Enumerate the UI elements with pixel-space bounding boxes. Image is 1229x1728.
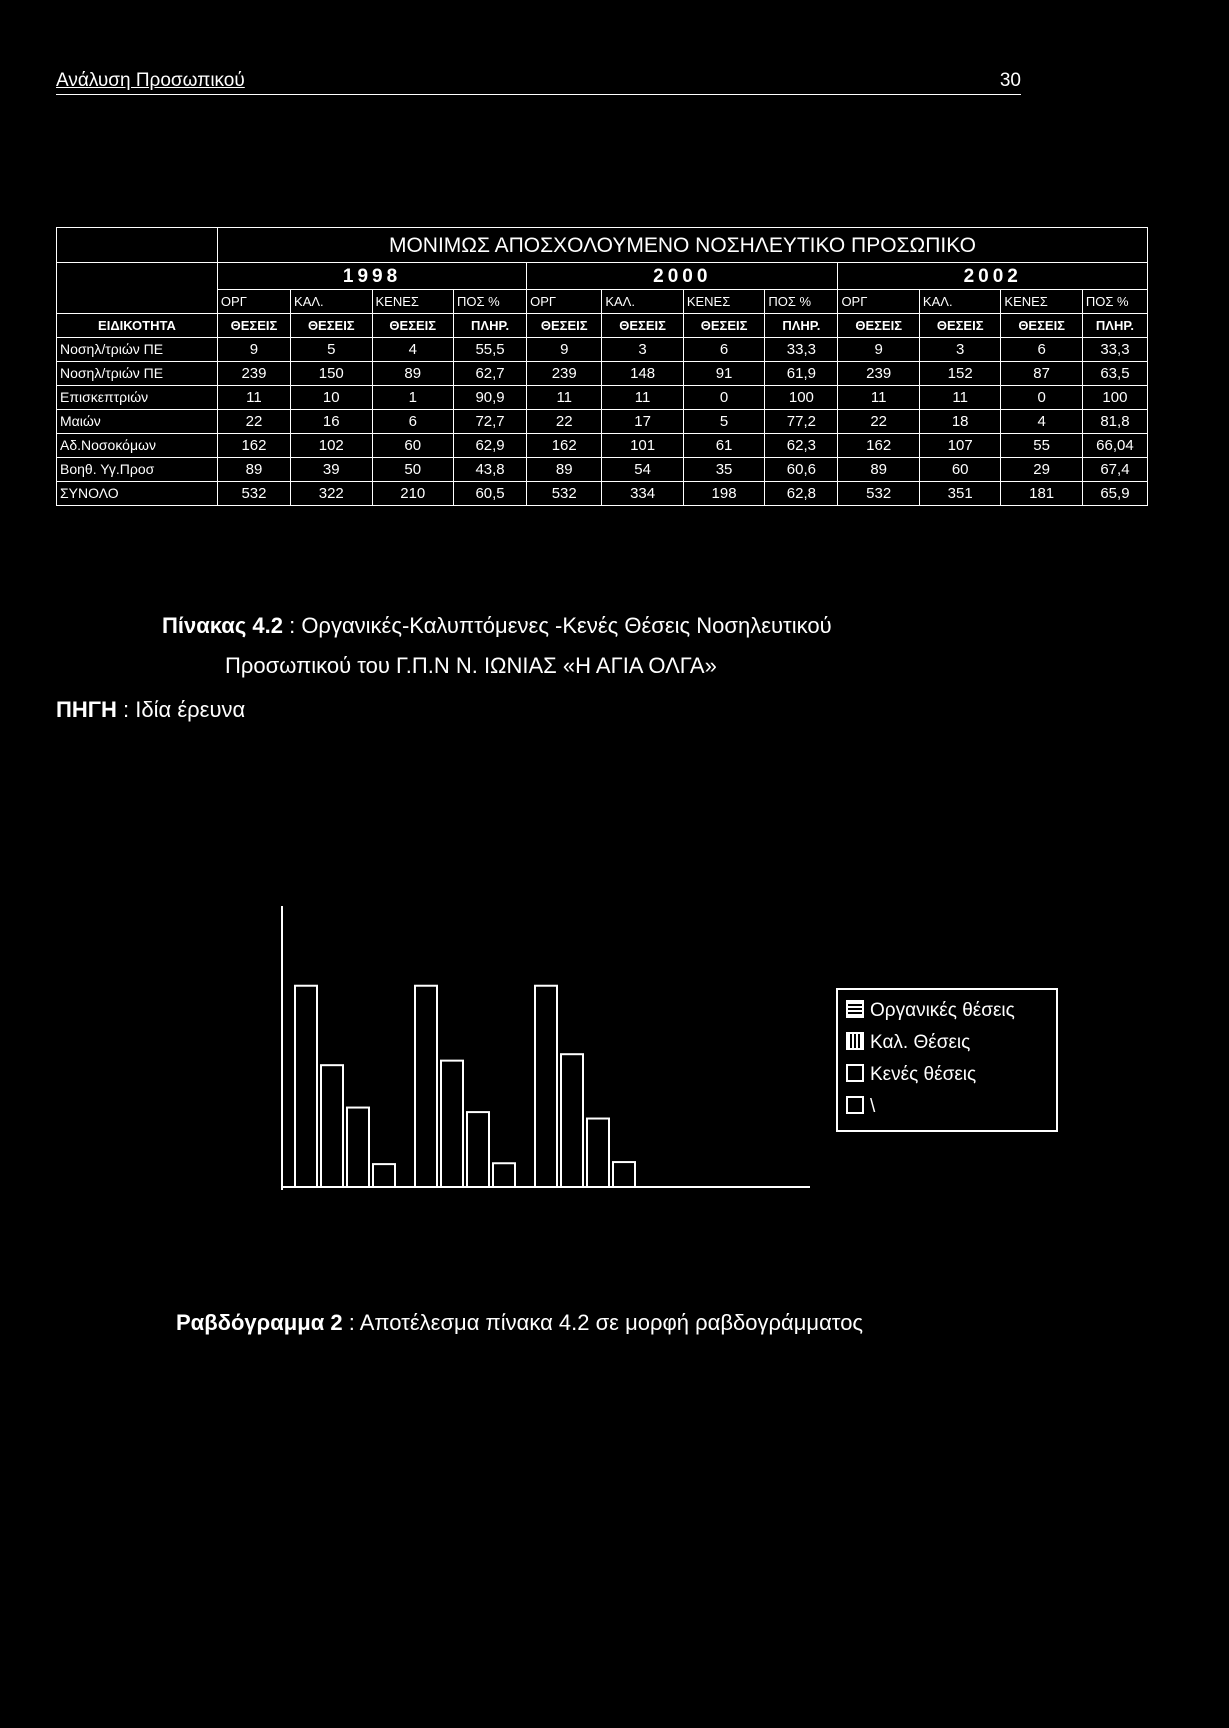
- table-cell: 62,7: [454, 362, 527, 386]
- bar-2000-series-3: [493, 1163, 515, 1187]
- column-header: ΘΕΣΕΙΣ: [1001, 314, 1082, 338]
- table-cell: 3: [602, 338, 683, 362]
- table-cell: 162: [838, 434, 919, 458]
- table-cell: 22: [527, 410, 602, 434]
- table-cell: 9: [217, 338, 290, 362]
- table-row: [57, 482, 1148, 506]
- table-caption-line2: Προσωπικού του Γ.Π.Ν Ν. ΙΩΝΙΑΣ «Η ΑΓΙΑ ΟΛΓΑ»: [225, 653, 717, 678]
- column-header: ΟΡΓ: [527, 290, 602, 314]
- table-cell: 16: [291, 410, 372, 434]
- row-label: Νοσηλ/τριών ΠΕ: [57, 338, 218, 362]
- row-label: Μαιών: [57, 410, 218, 434]
- chart-caption-text: : Αποτέλεσμα πίνακα 4.2 σε μορφή ραβδογράμματος: [342, 1310, 864, 1335]
- table-cell: 0: [1001, 386, 1082, 410]
- table-cell: 322: [291, 482, 372, 506]
- table-cell: 33,3: [1082, 338, 1147, 362]
- table-cell: 22: [217, 410, 290, 434]
- table-cell: 6: [1001, 338, 1082, 362]
- table-cell: 87: [1001, 362, 1082, 386]
- table-cell: 532: [217, 482, 290, 506]
- table-cell: 100: [765, 386, 838, 410]
- table-cell: 77,2: [765, 410, 838, 434]
- table-cell: 33,3: [765, 338, 838, 362]
- table-cell: 89: [527, 458, 602, 482]
- table-row: [57, 434, 1148, 458]
- table-cell: 198: [683, 482, 764, 506]
- column-header: ΠΛΗΡ.: [454, 314, 527, 338]
- column-header: ΚΕΝΕΣ: [1001, 290, 1082, 314]
- bar-2000-series-1: [441, 1061, 463, 1187]
- row-label: Αδ.Νοσοκόμων: [57, 434, 218, 458]
- table-cell: 101: [602, 434, 683, 458]
- column-header: ΚΑΛ.: [919, 290, 1000, 314]
- chart-caption: [176, 1310, 863, 1336]
- bar-2002-series-1: [561, 1054, 583, 1187]
- column-header: ΟΡΓ: [838, 290, 919, 314]
- column-header: ΠΛΗΡ.: [765, 314, 838, 338]
- column-header: ΘΕΣΕΙΣ: [527, 314, 602, 338]
- column-header: ΘΕΣΕΙΣ: [683, 314, 764, 338]
- table-cell: 102: [291, 434, 372, 458]
- table-title: ΜΟΝΙΜΩΣ ΑΠΟΣΧΟΛΟΥΜΕΝΟ ΝΟΣΗΛΕΥΤΙΚΟ ΠΡΟΣΩΠΙΚΟ: [217, 228, 1147, 263]
- table-cell: 66,04: [1082, 434, 1147, 458]
- table-cell: 61,9: [765, 362, 838, 386]
- chart-legend: [836, 988, 1058, 1132]
- table-cell: 107: [919, 434, 1000, 458]
- table-cell: 532: [527, 482, 602, 506]
- column-header: ΘΕΣΕΙΣ: [217, 314, 290, 338]
- table-row: [57, 458, 1148, 482]
- table-row: [57, 410, 1148, 434]
- table-cell: 11: [838, 386, 919, 410]
- table-cell: 210: [372, 482, 453, 506]
- table-cell: 5: [683, 410, 764, 434]
- table-cell: 162: [217, 434, 290, 458]
- column-header: ΘΕΣΕΙΣ: [372, 314, 453, 338]
- table-cell: 54: [602, 458, 683, 482]
- table-cell: 60: [919, 458, 1000, 482]
- column-header: ΘΕΣΕΙΣ: [602, 314, 683, 338]
- table-cell: 239: [217, 362, 290, 386]
- source-note: [56, 697, 245, 723]
- table-cell: 148: [602, 362, 683, 386]
- column-header: ΠΟΣ %: [1082, 290, 1147, 314]
- table-cell: 35: [683, 458, 764, 482]
- column-header: ΚΕΝΕΣ: [683, 290, 764, 314]
- year-header: 1998: [217, 263, 526, 290]
- table-cell: 4: [1001, 410, 1082, 434]
- column-header: ΘΕΣΕΙΣ: [291, 314, 372, 338]
- table-cell: 55: [1001, 434, 1082, 458]
- table-cell: 9: [527, 338, 602, 362]
- source-label: ΠΗΓΗ: [56, 697, 117, 722]
- table-cell: 65,9: [1082, 482, 1147, 506]
- column-header: ΘΕΣΕΙΣ: [838, 314, 919, 338]
- table-cell: 62,9: [454, 434, 527, 458]
- table-row: [57, 386, 1148, 410]
- bar-2002-series-3: [613, 1162, 635, 1187]
- table-cell: 9: [838, 338, 919, 362]
- row-label: Επισκεπτριών: [57, 386, 218, 410]
- table-cell: 89: [372, 362, 453, 386]
- bar-1998-series-0: [295, 986, 317, 1187]
- legend-swatch: [846, 1064, 864, 1082]
- page-number: 30: [999, 70, 1021, 91]
- bar-1998-series-1: [321, 1065, 343, 1187]
- table-cell: 10: [291, 386, 372, 410]
- legend-swatch: [846, 1032, 864, 1050]
- column-header: ΚΑΛ.: [291, 290, 372, 314]
- table-cell: 11: [919, 386, 1000, 410]
- table-cell: 89: [838, 458, 919, 482]
- source-text: : Ιδία έρευνα: [123, 697, 246, 722]
- year-header: 2002: [838, 263, 1148, 290]
- table-cell: 162: [527, 434, 602, 458]
- table-row: [57, 362, 1148, 386]
- table-cell: 62,8: [765, 482, 838, 506]
- table-caption-label: Πίνακας 4.2: [162, 613, 283, 638]
- table-row: [57, 338, 1148, 362]
- table-cell: 39: [291, 458, 372, 482]
- staff-table: [56, 227, 1148, 506]
- table-cell: 150: [291, 362, 372, 386]
- table-cell: 18: [919, 410, 1000, 434]
- table-cell: 239: [527, 362, 602, 386]
- table-caption: [162, 613, 832, 639]
- blank-cell: [57, 263, 218, 290]
- table-cell: 63,5: [1082, 362, 1147, 386]
- header-title: Ανάλυση Προσωπικού: [56, 70, 245, 91]
- column-header: ΠΟΣ %: [454, 290, 527, 314]
- legend-item: \: [846, 1094, 875, 1120]
- bar-2002-series-0: [535, 986, 557, 1187]
- bar-2002-series-2: [587, 1119, 609, 1187]
- column-header: ΚΑΛ.: [602, 290, 683, 314]
- column-header: ΠΟΣ %: [765, 290, 838, 314]
- table-cell: 22: [838, 410, 919, 434]
- legend-swatch: [846, 1000, 864, 1018]
- row-label: Βοηθ. Υγ.Προσ: [57, 458, 218, 482]
- legend-swatch: [846, 1096, 864, 1114]
- table-cell: 334: [602, 482, 683, 506]
- table-cell: 6: [683, 338, 764, 362]
- column-header: ΠΛΗΡ.: [1082, 314, 1147, 338]
- table-cell: 62,3: [765, 434, 838, 458]
- bar-chart: [255, 900, 815, 1200]
- corner-cell: [57, 228, 218, 263]
- legend-item: Κενές θέσεις: [846, 1062, 976, 1088]
- specialty-header: ΕΙΔΙΚΟΤΗΤΑ: [57, 314, 218, 338]
- blank-cell: [57, 290, 218, 314]
- page-header: [56, 70, 1021, 95]
- table-cell: 29: [1001, 458, 1082, 482]
- table-cell: 43,8: [454, 458, 527, 482]
- row-label: Νοσηλ/τριών ΠΕ: [57, 362, 218, 386]
- table-cell: 60: [372, 434, 453, 458]
- table-cell: 0: [683, 386, 764, 410]
- bar-2000-series-0: [415, 986, 437, 1187]
- table-cell: 17: [602, 410, 683, 434]
- table-cell: 4: [372, 338, 453, 362]
- table-cell: 81,8: [1082, 410, 1147, 434]
- table-cell: 3: [919, 338, 1000, 362]
- table-cell: 5: [291, 338, 372, 362]
- table-cell: 11: [602, 386, 683, 410]
- table-cell: 91: [683, 362, 764, 386]
- table-cell: 55,5: [454, 338, 527, 362]
- table-cell: 1: [372, 386, 453, 410]
- table-cell: 152: [919, 362, 1000, 386]
- year-header: 2000: [527, 263, 838, 290]
- row-label: ΣΥΝΟΛΟ: [57, 482, 218, 506]
- table-cell: 67,4: [1082, 458, 1147, 482]
- table-cell: 72,7: [454, 410, 527, 434]
- legend-item: Οργανικές θέσεις: [846, 998, 1015, 1024]
- legend-item: Καλ. Θέσεις: [846, 1030, 970, 1056]
- table-cell: 181: [1001, 482, 1082, 506]
- table-cell: 532: [838, 482, 919, 506]
- column-header: ΟΡΓ: [217, 290, 290, 314]
- table-cell: 60,5: [454, 482, 527, 506]
- table-cell: 100: [1082, 386, 1147, 410]
- table-cell: 61: [683, 434, 764, 458]
- table-cell: 50: [372, 458, 453, 482]
- chart-caption-label: Ραβδόγραμμα 2: [176, 1310, 343, 1335]
- table-cell: 11: [527, 386, 602, 410]
- table-cell: 60,6: [765, 458, 838, 482]
- table-cell: 6: [372, 410, 453, 434]
- table-cell: 90,9: [454, 386, 527, 410]
- table-cell: 239: [838, 362, 919, 386]
- bar-1998-series-2: [347, 1108, 369, 1187]
- bar-1998-series-3: [373, 1164, 395, 1187]
- bar-2000-series-2: [467, 1112, 489, 1187]
- column-header: ΚΕΝΕΣ: [372, 290, 453, 314]
- table-caption-line1: : Οργανικές-Καλυπτόμενες -Κενές Θέσεις Νοσηλευτικού: [289, 613, 832, 638]
- table-cell: 11: [217, 386, 290, 410]
- table-cell: 89: [217, 458, 290, 482]
- table-cell: 351: [919, 482, 1000, 506]
- column-header: ΘΕΣΕΙΣ: [919, 314, 1000, 338]
